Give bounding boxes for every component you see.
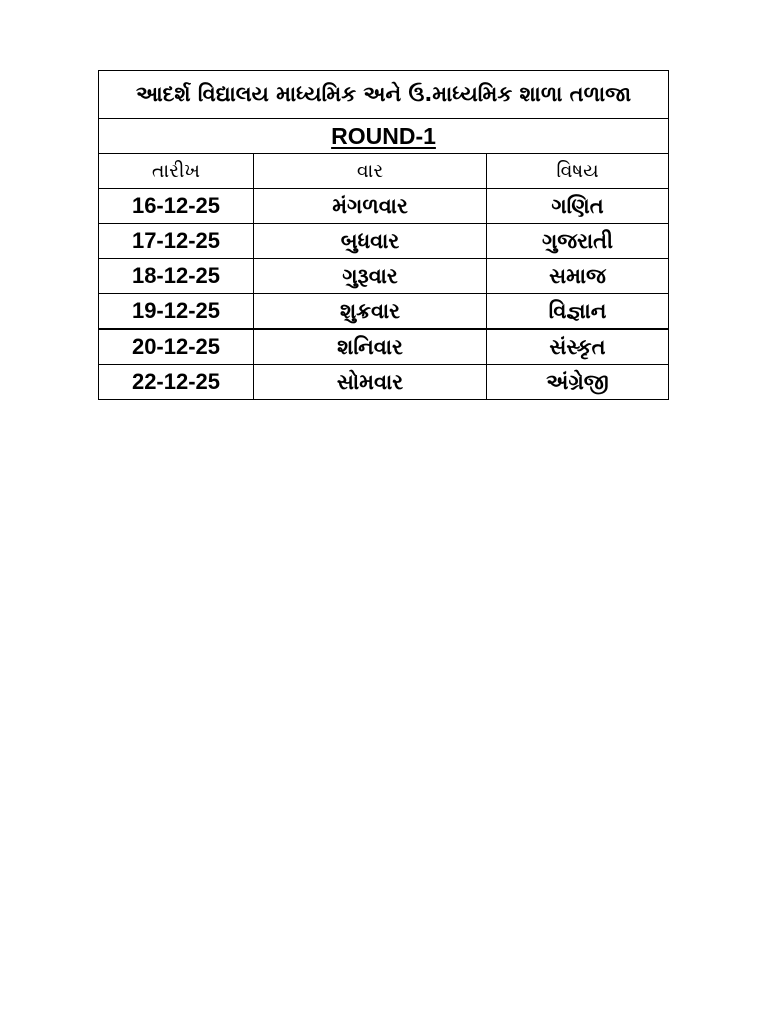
date-cell: 16-12-25 bbox=[99, 189, 254, 224]
table-row bbox=[99, 329, 669, 365]
table-row bbox=[99, 189, 669, 224]
column-header-day: વાર bbox=[254, 154, 487, 189]
day-cell: મંગળવાર bbox=[254, 189, 487, 224]
exam-schedule-sheet bbox=[98, 70, 668, 400]
table-row bbox=[99, 294, 669, 330]
subject-cell: ગુજરાતી bbox=[487, 224, 669, 259]
date-cell: 22-12-25 bbox=[99, 365, 254, 400]
round-title: ROUND-1 bbox=[331, 122, 436, 149]
exam-schedule-table bbox=[98, 70, 669, 400]
round-row bbox=[99, 119, 669, 154]
column-header-date: તારીખ bbox=[99, 154, 254, 189]
subject-cell: ગણિત bbox=[487, 189, 669, 224]
day-cell: શુક્રવાર bbox=[254, 294, 487, 330]
column-header-subject: વિષય bbox=[487, 154, 669, 189]
table-row bbox=[99, 259, 669, 294]
date-cell: 19-12-25 bbox=[99, 294, 254, 330]
title-row bbox=[99, 71, 669, 119]
subject-cell: વિજ્ઞાન bbox=[487, 294, 669, 330]
day-cell: ગુરૂવાર bbox=[254, 259, 487, 294]
header-row bbox=[99, 154, 669, 189]
day-cell: સોમવાર bbox=[254, 365, 487, 400]
subject-cell: અંગ્રેજી bbox=[487, 365, 669, 400]
day-cell: બુધવાર bbox=[254, 224, 487, 259]
table-row bbox=[99, 224, 669, 259]
table-row bbox=[99, 365, 669, 400]
date-cell: 18-12-25 bbox=[99, 259, 254, 294]
round-cell bbox=[99, 119, 669, 154]
subject-cell: સમાજ bbox=[487, 259, 669, 294]
date-cell: 17-12-25 bbox=[99, 224, 254, 259]
subject-cell: સંસ્કૃત bbox=[487, 329, 669, 365]
school-name: આદર્શ વિદ્યાલય માધ્યમિક અને ઉ.માધ્યમિક શાળા તળાજા bbox=[99, 71, 669, 119]
day-cell: શનિવાર bbox=[254, 329, 487, 365]
date-cell: 20-12-25 bbox=[99, 329, 254, 365]
